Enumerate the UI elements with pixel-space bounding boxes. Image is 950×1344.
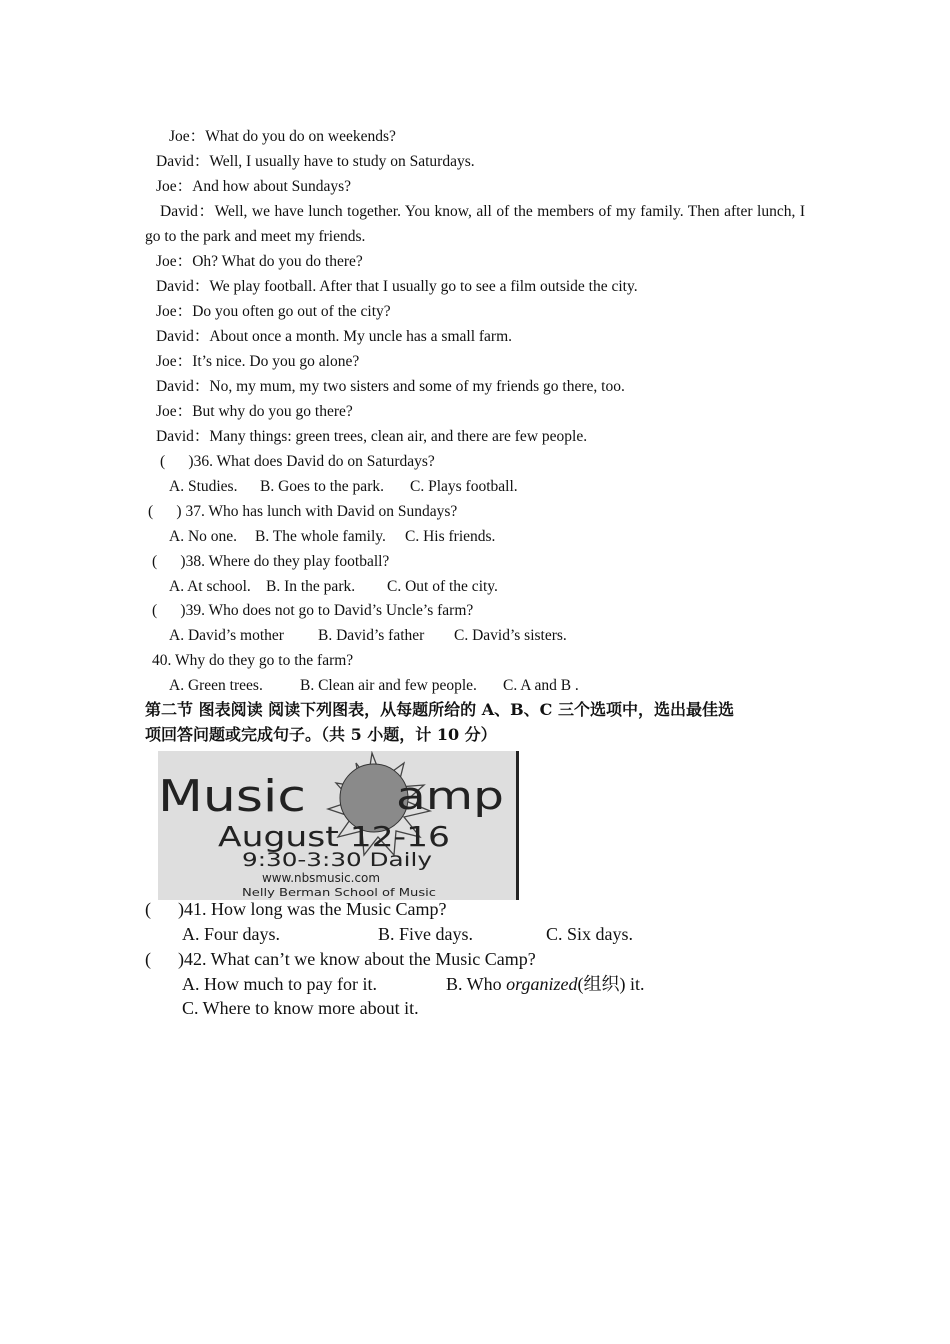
- option-b-tail: (组织) it.: [577, 974, 645, 994]
- question-41-option-b: B. Five days.: [378, 924, 474, 944]
- speaker: Joe: [169, 128, 190, 145]
- question-38-option-b: B. In the park.: [266, 578, 356, 595]
- question-38: [152, 552, 389, 572]
- question-40-option-b: B. Clean air and few people.: [300, 677, 477, 694]
- question-text: 36. What does David do on Saturdays?: [193, 453, 435, 470]
- question-text: 40. Why do they go to the farm?: [152, 652, 354, 669]
- speaker: Joe: [156, 253, 177, 270]
- separator: ：: [193, 153, 210, 170]
- dialogue-line-7: [156, 302, 391, 322]
- question-37-option-c: C. His friends.: [405, 528, 496, 545]
- question-41-option-a: A. Four days.: [182, 924, 280, 944]
- separator: ：: [193, 328, 210, 345]
- poster-title-right: amp: [396, 774, 504, 818]
- answer-blank[interactable]: ( ): [152, 602, 186, 619]
- poster-school: Nelly Berman School of Music: [242, 886, 436, 899]
- dialogue-line-10: [156, 377, 625, 397]
- answer-blank[interactable]: ( ): [145, 899, 184, 919]
- dialogue-line-6: [156, 277, 638, 297]
- speaker: David: [156, 378, 194, 395]
- speaker: David: [156, 153, 194, 170]
- separator: ：: [176, 253, 193, 270]
- dialogue-line-5: [156, 252, 363, 272]
- line-text: Well, we have lunch together. You know, all of the members of my family. Then after lunch, I go to the park and meet my friends.: [145, 203, 805, 245]
- question-37-option-a: A. No one.: [169, 528, 238, 545]
- separator: ：: [176, 403, 193, 420]
- question-36-option-a: A. Studies.: [169, 478, 238, 495]
- section-heading-line-2: 项回答问题或完成句子。（共 5 小题，计 10 分）: [145, 725, 497, 744]
- dialogue-line-12: [156, 427, 587, 447]
- question-text: 38. Where do they play football?: [185, 553, 390, 570]
- speaker: David: [156, 278, 194, 295]
- line-text: We play football. After that I usually go to see a film outside the city.: [209, 278, 638, 295]
- dialogue-line-8: [156, 327, 512, 347]
- line-text: What do you do on weekends?: [205, 128, 396, 145]
- dialogue-line-9: [156, 352, 359, 372]
- section-heading-line-1: 第二节 图表阅读 阅读下列图表，从每题所给的 A、B、C 三个选项中，选出最佳选: [145, 700, 734, 719]
- separator: ：: [176, 178, 193, 195]
- music-camp-poster: [158, 751, 519, 900]
- question-39-option-c: C. David’s sisters.: [454, 627, 567, 644]
- separator: ：: [193, 428, 210, 445]
- answer-blank[interactable]: ( ): [145, 949, 184, 969]
- poster-time: 9:30-3:30 Daily: [242, 849, 432, 871]
- option-b-text: B. Who: [446, 974, 507, 994]
- speaker: David: [160, 203, 198, 220]
- question-40: [152, 651, 353, 671]
- question-36-option-b: B. Goes to the park.: [260, 478, 384, 495]
- question-40-option-c: C. A and B .: [503, 677, 579, 694]
- poster-dates: August 12-16: [218, 820, 450, 853]
- separator: ：: [176, 303, 193, 320]
- separator: ：: [193, 378, 210, 395]
- line-text: Well, I usually have to study on Saturdays.: [209, 153, 475, 170]
- separator: ：: [176, 353, 193, 370]
- question-42-option-b: [446, 973, 645, 995]
- answer-blank[interactable]: ( ): [152, 553, 186, 570]
- speaker: Joe: [156, 178, 177, 195]
- speaker: Joe: [156, 403, 177, 420]
- option-b-italic: organized: [506, 974, 578, 994]
- question-40-option-a: A. Green trees.: [169, 677, 263, 694]
- line-text: But why do you go there?: [192, 403, 353, 420]
- speaker: David: [156, 328, 194, 345]
- question-text: 37. Who has lunch with David on Sundays?: [181, 503, 458, 520]
- question-36-option-c: C. Plays football.: [410, 478, 518, 495]
- line-text: It’s nice. Do you go alone?: [192, 353, 360, 370]
- poster-website: www.nbsmusic.com: [262, 871, 380, 885]
- answer-blank[interactable]: ( ): [160, 453, 194, 470]
- question-36: [160, 452, 435, 472]
- poster-title-left: Music: [158, 771, 306, 822]
- question-37-option-b: B. The whole family.: [255, 528, 386, 545]
- question-42-option-c: C. Where to know more about it.: [182, 998, 419, 1018]
- question-text: 41. How long was the Music Camp?: [184, 899, 447, 919]
- dialogue-line-11: [156, 402, 353, 422]
- line-text: And how about Sundays?: [192, 178, 352, 195]
- speaker: Joe: [156, 353, 177, 370]
- question-42: [145, 948, 536, 970]
- speaker: David: [156, 428, 194, 445]
- speaker: Joe: [156, 303, 177, 320]
- answer-blank[interactable]: ( ): [148, 503, 182, 520]
- separator: ：: [193, 278, 210, 295]
- question-42-option-a: A. How much to pay for it.: [182, 974, 377, 994]
- dialogue-line-4: [145, 199, 805, 249]
- question-41-option-c: C. Six days.: [546, 924, 634, 944]
- separator: ：: [189, 128, 206, 145]
- line-text: About once a month. My uncle has a small farm.: [209, 328, 513, 345]
- question-39-option-b: B. David’s father: [318, 627, 425, 644]
- question-text: 39. Who does not go to David’s Uncle’s farm?: [185, 602, 474, 619]
- dialogue-line-2: [156, 152, 475, 172]
- line-text: Many things: green trees, clean air, and there are few people.: [209, 428, 588, 445]
- question-39-option-a: A. David’s mother: [169, 627, 284, 644]
- separator: ：: [197, 203, 215, 220]
- question-text: 42. What can’t we know about the Music Camp?: [184, 949, 536, 969]
- line-text: Oh? What do you do there?: [192, 253, 363, 270]
- line-text: Do you often go out of the city?: [192, 303, 391, 320]
- question-38-option-c: C. Out of the city.: [387, 578, 498, 595]
- dialogue-line-3: [156, 177, 351, 197]
- question-39: [152, 601, 473, 621]
- question-41: [145, 898, 446, 920]
- line-text: No, my mum, my two sisters and some of my friends go there, too.: [209, 378, 625, 395]
- question-37: [148, 502, 457, 522]
- question-38-option-a: A. At school.: [169, 578, 251, 595]
- dialogue-line-1: [169, 127, 396, 147]
